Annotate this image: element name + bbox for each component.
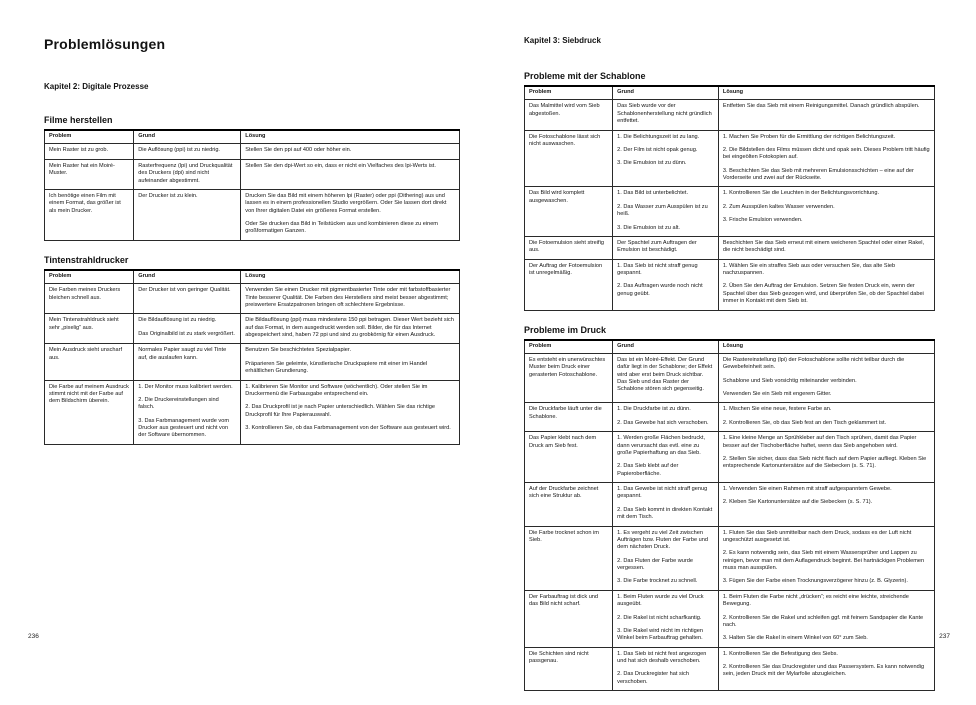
cell-paragraph: Der Drucker ist von geringer Qualität.	[138, 287, 231, 294]
column-header: Lösung	[241, 270, 460, 284]
cell-paragraph: 2. Es kann notwendig sein, das Sieb mit einem Wassersprüher und Lappen zu reinigen, bevor man mit dem Auflagendruck beginnt. Bei hartnäckigen Problemen muss man ausspülen.	[722, 550, 925, 571]
table-row	[525, 100, 935, 130]
grund-cell	[613, 483, 719, 527]
cell-paragraph: Normales Papier saugt zu viel Tinte auf, die auslaufen kann.	[138, 347, 227, 361]
loesung-cell	[718, 432, 934, 483]
problem-cell	[45, 189, 134, 240]
table-row	[525, 353, 935, 403]
cell-paragraph: Die Bildauflösung (ppi) muss mindestens 150 ppi betragen. Dieser Wert bezieht sich auf das Format, in dem ausgedruckt werden soll. Bilder, die für das Internet abgespeichert sind, haben 72 ppi und sind zu grobkörnig für einen Ausdruck.	[245, 317, 454, 338]
cell-paragraph: 1. Verwenden Sie einen Rahmen mit straff aufgespanntem Gewebe.	[722, 486, 892, 492]
table-header-row	[525, 86, 935, 100]
table-row	[525, 432, 935, 483]
page-left	[44, 36, 460, 459]
cell-paragraph: 1. Kontrollieren Sie die Leuchten in der Belichtungsvorrichtung.	[722, 190, 880, 197]
cell-paragraph: Die Farben meines Druckers bleichen schnell aus.	[49, 287, 121, 301]
cell-paragraph: Stellen Sie den ppi auf 400 oder höher ein.	[245, 147, 352, 154]
cell-paragraph: Mein Tintenstrahldruck sieht sehr „pixelig“ aus.	[49, 317, 119, 331]
cell-paragraph: 3. Die Farbe trocknet zu schnell.	[617, 578, 698, 585]
grund-cell	[134, 314, 241, 344]
cell-paragraph: Oder Sie drucken das Bild in Teilstücken aus und kombinieren diese zu einem großformatigen Ganzen.	[245, 221, 438, 235]
cell-paragraph: 1. Machen Sie Proben für die Ermittlung der richtigen Belichtungszeit.	[722, 133, 896, 140]
loesung-cell	[241, 314, 460, 344]
cell-paragraph: 3. Die Emulsion ist zu alt.	[617, 224, 680, 231]
loesung-cell	[718, 130, 934, 187]
table-row	[45, 189, 460, 240]
table-row	[45, 344, 460, 380]
column-header: Lösung	[718, 340, 934, 354]
cell-paragraph: 1. Beim Fluten die Farbe nicht „drücken“; es reicht eine leichte, streichende Bewegung.	[722, 593, 909, 608]
table-row	[525, 187, 935, 237]
loesung-cell	[718, 526, 934, 590]
loesung-cell	[718, 236, 934, 259]
grund-cell	[613, 100, 719, 130]
cell-paragraph: 1. Die Druckfarbe ist zu dünn.	[617, 406, 691, 413]
cell-paragraph: 2. Üben Sie den Auftrag der Emulsion. Setzen Sie festen Druck ein, wenn der Spachtel über das Sieb gezogen wird, und überprüfen Sie, ob der Spachtel dabei immer in Kontakt mit dem Sieb ist.	[722, 283, 924, 305]
table-row	[525, 403, 935, 432]
loesung-cell	[241, 284, 460, 314]
cell-paragraph: Das Originalbild ist zu stark vergrößert.	[138, 330, 235, 337]
cell-paragraph: 3. Halten Sie die Rakel in einem Winkel von 60° zum Sieb.	[722, 635, 868, 642]
cell-paragraph: 1. Wählen Sie ein straffes Sieb aus oder versuchen Sie, das alte Sieb nachzuspannen.	[722, 262, 896, 276]
cell-paragraph: 1. Mischen Sie eine neue, festere Farbe an.	[722, 406, 832, 413]
table-row	[525, 259, 935, 310]
problem-cell	[45, 314, 134, 344]
cell-paragraph: Stellen Sie den dpi-Wert so ein, dass er nicht ein Vielfaches des lpi-Werts ist.	[245, 162, 436, 169]
table-container	[524, 339, 935, 692]
cell-paragraph: 3. Die Rakel wird nicht im richtigen Winkel beim Farbauftrag gehalten.	[617, 627, 703, 642]
column-header: Lösung	[718, 86, 934, 100]
cell-paragraph: 1. Das Sieb ist nicht fest angezogen und hat sich deshalb verschoben.	[617, 650, 707, 664]
column-header: Grund	[613, 86, 719, 100]
loesung-cell	[241, 159, 460, 189]
problem-cell	[45, 380, 134, 444]
cell-paragraph: Das Papier klebt nach dem Druck am Sieb fest.	[529, 435, 597, 449]
section-probleme-druck	[524, 325, 935, 692]
column-header: Grund	[613, 340, 719, 354]
page-right	[524, 36, 935, 705]
cell-paragraph: Entfetten Sie das Sieb mit einem Reinigungsmittel. Danach gründlich abspülen.	[722, 103, 920, 110]
cell-paragraph: Mein Raster hat ein Moiré-Muster.	[49, 162, 115, 177]
cell-paragraph: 2. Die Bildstellen des Films müssen dicht und opak sein. Dieses Problem tritt häufig bei eingeölten Fotokopien auf.	[722, 146, 930, 161]
section-heading: Filme herstellen	[44, 115, 113, 125]
cell-paragraph: 2. Das Druckprofil ist je nach Papier unterschiedlich. Wählen Sie das richtige Druckprofil für Ihre Papierauswahl.	[245, 404, 435, 418]
chapter-heading-left: Kapitel 2: Digitale Prozesse	[44, 82, 149, 91]
problem-cell	[525, 236, 613, 259]
grund-cell	[613, 526, 719, 590]
cell-paragraph: 2. Zum Ausspülen kaltes Wasser verwenden.	[722, 203, 835, 210]
cell-paragraph: 2. Die Druckereinstellungen sind falsch.	[138, 396, 219, 411]
troubleshooting-table	[44, 269, 460, 445]
table-row	[525, 130, 935, 187]
loesung-cell	[718, 353, 934, 403]
problem-cell	[525, 590, 613, 647]
problem-cell	[525, 483, 613, 527]
cell-paragraph: 1. Eine kleine Menge an Sprühkleber auf den Tisch sprühen, damit das Papier besser auf der Tischoberfläche haftet, wenn das Sieb angehoben wird.	[722, 435, 917, 449]
cell-paragraph: 1. Das Gewebe ist nicht straff genug gespannt.	[617, 486, 708, 500]
cell-paragraph: 1. Die Belichtungszeit ist zu lang.	[617, 133, 700, 140]
cell-paragraph: 2. Der Film ist nicht opak genug.	[617, 146, 698, 153]
cell-paragraph: Die Druckfarbe läuft unter die Schablone.	[529, 406, 602, 420]
grund-cell	[613, 259, 719, 310]
cell-paragraph: Die Farbe trocknet schon im Sieb.	[529, 529, 599, 543]
cell-paragraph: Das ist ein Moiré-Effekt. Der Grund dafür liegt in der Schablone; der Effekt wird aber erst beim Druck sichtbar. Das Sieb und das Raster der Schablone stören sich gegenseitig.	[617, 356, 713, 393]
chapter-heading-right: Kapitel 3: Siebdruck	[524, 36, 601, 45]
cell-paragraph: Auf der Druckfarbe zeichnet sich eine Struktur ab.	[529, 486, 599, 500]
grund-cell	[134, 284, 241, 314]
cell-paragraph: 1. Fluten Sie das Sieb unmittelbar nach dem Druck, sodass es der Luft nicht ungeschützt ausgesetzt ist.	[722, 529, 912, 543]
cell-paragraph: Die Schichten sind nicht passgenau.	[529, 650, 589, 664]
problem-cell	[525, 130, 613, 187]
column-header: Grund	[134, 270, 241, 284]
column-header: Grund	[134, 130, 241, 144]
cell-paragraph: Das Malmittel wird vom Sieb abgestoßen.	[529, 103, 600, 117]
cell-paragraph: 2. Kontrollieren Sie, ob das Sieb fest an den Tisch geklammert ist.	[722, 419, 887, 426]
cell-paragraph: 2. Die Rakel ist nicht scharfkantig.	[617, 614, 702, 621]
cell-paragraph: Beschichten Sie das Sieb erneut mit einem weicheren Spachtel oder einer Rakel, die nicht beschädigt sind.	[722, 239, 925, 254]
problem-cell	[525, 100, 613, 130]
section-filme-herstellen	[44, 115, 460, 241]
cell-paragraph: Verwenden Sie einen Drucker mit pigmentbasierter Tinte oder mit farbstoffbasierter Tinte besserer Qualität. Die Farben des Herstellers sind meist besser abgestimmt; preiswertere Ersatzpatronen bringen oft schlechtere Ergebnisse.	[245, 287, 451, 308]
cell-paragraph: 3. Fügen Sie der Farbe einen Trocknungsverzögerer hinzu (z. B. Glyzerin).	[722, 578, 908, 585]
section-heading: Tintenstrahldrucker	[44, 254, 129, 265]
table-row	[525, 647, 935, 691]
cell-paragraph: Drucken Sie das Bild mit einem höheren lpi (Raster) oder ppi (Dithering) aus und lassen es in einem professionellen Studio vergrößern. Oder Sie lassen dort direkt von Ihrer digitalen Datei ein größeres Format erstellen.	[245, 192, 447, 214]
table-header-row	[525, 340, 935, 354]
grund-cell	[613, 432, 719, 483]
cell-paragraph: Der Auftrag der Fotoemulsion ist unregelmäßig.	[529, 262, 603, 276]
cell-paragraph: 3. Die Emulsion ist zu dünn.	[617, 160, 687, 167]
table-row	[45, 380, 460, 444]
cell-paragraph: 1. Kontrollieren Sie die Befestigung des Siebs.	[722, 650, 838, 657]
cell-paragraph: 2. Das Gewebe hat sich verschoben.	[617, 419, 709, 426]
loesung-cell	[241, 144, 460, 159]
grund-cell	[613, 647, 719, 691]
grund-cell	[134, 380, 241, 444]
table-container	[44, 269, 460, 445]
loesung-cell	[718, 590, 934, 647]
cell-paragraph: Die Bildauflösung ist zu niedrig.	[138, 317, 217, 324]
cell-paragraph: 2. Kleben Sie Kartonuntersätze auf die Siebecken (s. S. 71).	[722, 499, 873, 506]
troubleshooting-table	[524, 85, 935, 311]
grund-cell	[613, 130, 719, 187]
page-number-left: 236	[28, 633, 39, 640]
problem-cell	[525, 259, 613, 310]
cell-paragraph: Die Fotoschablone lässt sich nicht auswaschen.	[529, 133, 601, 147]
cell-paragraph: 2. Kontrollieren Sie die Rakel und schleifen ggf. mit feinem Sandpapier die Kante nach.	[722, 614, 924, 628]
cell-paragraph: 1. Das Sieb ist nicht straff genug gespannt.	[617, 262, 698, 276]
cell-paragraph: 3. Das Farbmanagement wurde vom Drucker aus gesteuert und nicht von der Software übernommen.	[138, 417, 230, 439]
grund-cell	[613, 187, 719, 237]
problem-cell	[45, 284, 134, 314]
grund-cell	[134, 159, 241, 189]
cell-paragraph: Mein Ausdruck sieht unscharf aus.	[49, 347, 123, 361]
loesung-cell	[241, 189, 460, 240]
loesung-cell	[241, 380, 460, 444]
grund-cell	[613, 353, 719, 403]
problem-cell	[45, 344, 134, 380]
cell-paragraph: 1. Kalibrieren Sie Monitor und Software (wöchentlich). Oder stellen Sie im Druckermenü die Farbausgabe entsprechend ein.	[245, 383, 428, 397]
cell-paragraph: Die Farbe auf meinem Ausdruck stimmt nicht mit der Farbe auf dem Bildschirm überein.	[49, 383, 129, 405]
cell-paragraph: 2. Das Fluten der Farbe wurde vergessen.	[617, 557, 694, 571]
table-container	[524, 85, 935, 311]
page-title: Problemlösungen	[44, 36, 166, 52]
cell-paragraph: Rasterfrequenz (lpi) und Druckqualität des Druckers (dpi) sind nicht aufeinander abgestimmt.	[138, 162, 233, 184]
column-header: Problem	[45, 130, 134, 144]
column-header: Problem	[525, 340, 613, 354]
loesung-cell	[718, 483, 934, 527]
column-header: Problem	[525, 86, 613, 100]
problem-cell	[525, 432, 613, 483]
cell-paragraph: Ich benötige einen Film mit einem Format, das größer ist als mein Drucker.	[49, 192, 121, 214]
troubleshooting-table	[524, 339, 935, 692]
cell-paragraph: Die Fotoemulsion sieht streifig aus.	[529, 239, 604, 254]
loesung-cell	[718, 403, 934, 432]
loesung-cell	[241, 344, 460, 380]
grund-cell	[134, 189, 241, 240]
troubleshooting-table	[44, 129, 460, 241]
grund-cell	[134, 344, 241, 380]
cell-paragraph: 1. Beim Fluten wurde zu viel Druck ausgeübt.	[617, 593, 704, 608]
cell-paragraph: 3. Frische Emulsion verwenden.	[722, 217, 803, 224]
cell-paragraph: Verwenden Sie ein Sieb mit engerem Gitter.	[722, 391, 832, 397]
table-container	[44, 129, 460, 241]
table-header-row	[45, 270, 460, 284]
cell-paragraph: 2. Das Sieb kommt in direkten Kontakt mit dem Tisch.	[617, 506, 713, 521]
cell-paragraph: 1. Der Monitor muss kalibriert werden.	[138, 383, 233, 390]
section-heading: Probleme mit der Schablone	[524, 71, 646, 81]
cell-paragraph: Das Bild wird komplett ausgewaschen.	[529, 190, 585, 204]
problem-cell	[525, 403, 613, 432]
loesung-cell	[718, 100, 934, 130]
table-row	[45, 284, 460, 314]
page-number-right: 237	[939, 633, 950, 640]
problem-cell	[45, 159, 134, 189]
cell-paragraph: Der Drucker ist zu klein.	[138, 192, 198, 199]
cell-paragraph: 2. Das Druckregister hat sich verschoben.	[617, 671, 689, 685]
table-row	[45, 314, 460, 344]
problem-cell	[525, 353, 613, 403]
section-heading: Probleme im Druck	[524, 324, 607, 335]
cell-paragraph: Das Sieb wurde vor der Schablonenherstellung nicht gründlich entfettet.	[617, 103, 712, 125]
problem-cell	[525, 647, 613, 691]
section-probleme-schablone	[524, 71, 935, 311]
cell-paragraph: 2. Das Auftragen wurde noch nicht genug geübt.	[617, 283, 703, 297]
cell-paragraph: 1. Es vergeht zu viel Zeit zwischen Aufträgen bzw. Fluten der Farbe und dem nächsten Druck.	[617, 529, 708, 551]
cell-paragraph: 2. Stellen Sie sicher, dass das Sieb nicht flach auf dem Papier aufliegt. Kleben Sie entsprechende Kartonuntersätze auf die Siebecken (s. S. 71).	[722, 455, 927, 470]
table-row	[525, 483, 935, 527]
table-row	[525, 526, 935, 590]
grund-cell	[613, 590, 719, 647]
cell-paragraph: Benutzen Sie beschichtetes Spezialpapier.	[245, 347, 352, 354]
cell-paragraph: Der Spachtel zum Auftragen der Emulsion ist beschädigt.	[617, 239, 697, 254]
column-header: Lösung	[241, 130, 460, 144]
cell-paragraph: 2. Das Sieb klebt auf der Papieroberfläche.	[617, 463, 679, 477]
cell-paragraph: Präparieren Sie geleimte, künstlerische Druckpapiere mit einer im Handel erhältlichen Grundierung.	[245, 360, 428, 375]
table-row	[525, 236, 935, 259]
cell-paragraph: Die Rastereinstellung (lpi) der Fotoschablone sollte nicht teilbar durch die Gewebefeinheit sein.	[722, 356, 905, 371]
table-row	[45, 159, 460, 189]
table-row	[45, 144, 460, 159]
cell-paragraph: Der Farbauftrag ist dick und das Bild nicht scharf.	[529, 593, 599, 608]
cell-paragraph: Schablone und Sieb vorsichtig miteinander verbinden.	[722, 377, 857, 384]
cell-paragraph: Mein Raster ist zu grob.	[49, 147, 109, 154]
section-tintenstrahldrucker	[44, 255, 460, 445]
problem-cell	[525, 187, 613, 237]
loesung-cell	[718, 647, 934, 691]
cell-paragraph: 2. Das Wasser zum Ausspülen ist zu heiß.	[617, 203, 708, 218]
cell-paragraph: 1. Das Bild ist unterbelichtet.	[617, 190, 689, 197]
column-header: Problem	[45, 270, 134, 284]
cell-paragraph: 2. Kontrollieren Sie das Druckregister und das Passersystem. Es kann notwendig sein, jeden Druck mit der Mylarfolie abzugleichen.	[722, 664, 925, 678]
table-header-row	[45, 130, 460, 144]
cell-paragraph: Es entsteht ein unerwünschtes Muster beim Druck einer gerasterten Fotoschablone.	[529, 356, 606, 378]
loesung-cell	[718, 187, 934, 237]
cell-paragraph: 1. Werden große Flächen bedruckt, dann verursacht das evtl. eine zu große Papierhaftung an das Sieb.	[617, 435, 706, 456]
grund-cell	[134, 144, 241, 159]
grund-cell	[613, 403, 719, 432]
cell-paragraph: 3. Kontrollieren Sie, ob das Farbmanagement von der Software aus gesteuert wird.	[245, 425, 451, 431]
cell-paragraph: Die Auflösung (ppi) ist zu niedrig.	[138, 147, 220, 154]
grund-cell	[613, 236, 719, 259]
loesung-cell	[718, 259, 934, 310]
table-row	[525, 590, 935, 647]
cell-paragraph: 3. Beschichten Sie das Sieb mit mehreren Emulsionsschichten – eine auf der Vorderseite und zwei auf der Rückseite.	[722, 167, 914, 181]
problem-cell	[525, 526, 613, 590]
problem-cell	[45, 144, 134, 159]
